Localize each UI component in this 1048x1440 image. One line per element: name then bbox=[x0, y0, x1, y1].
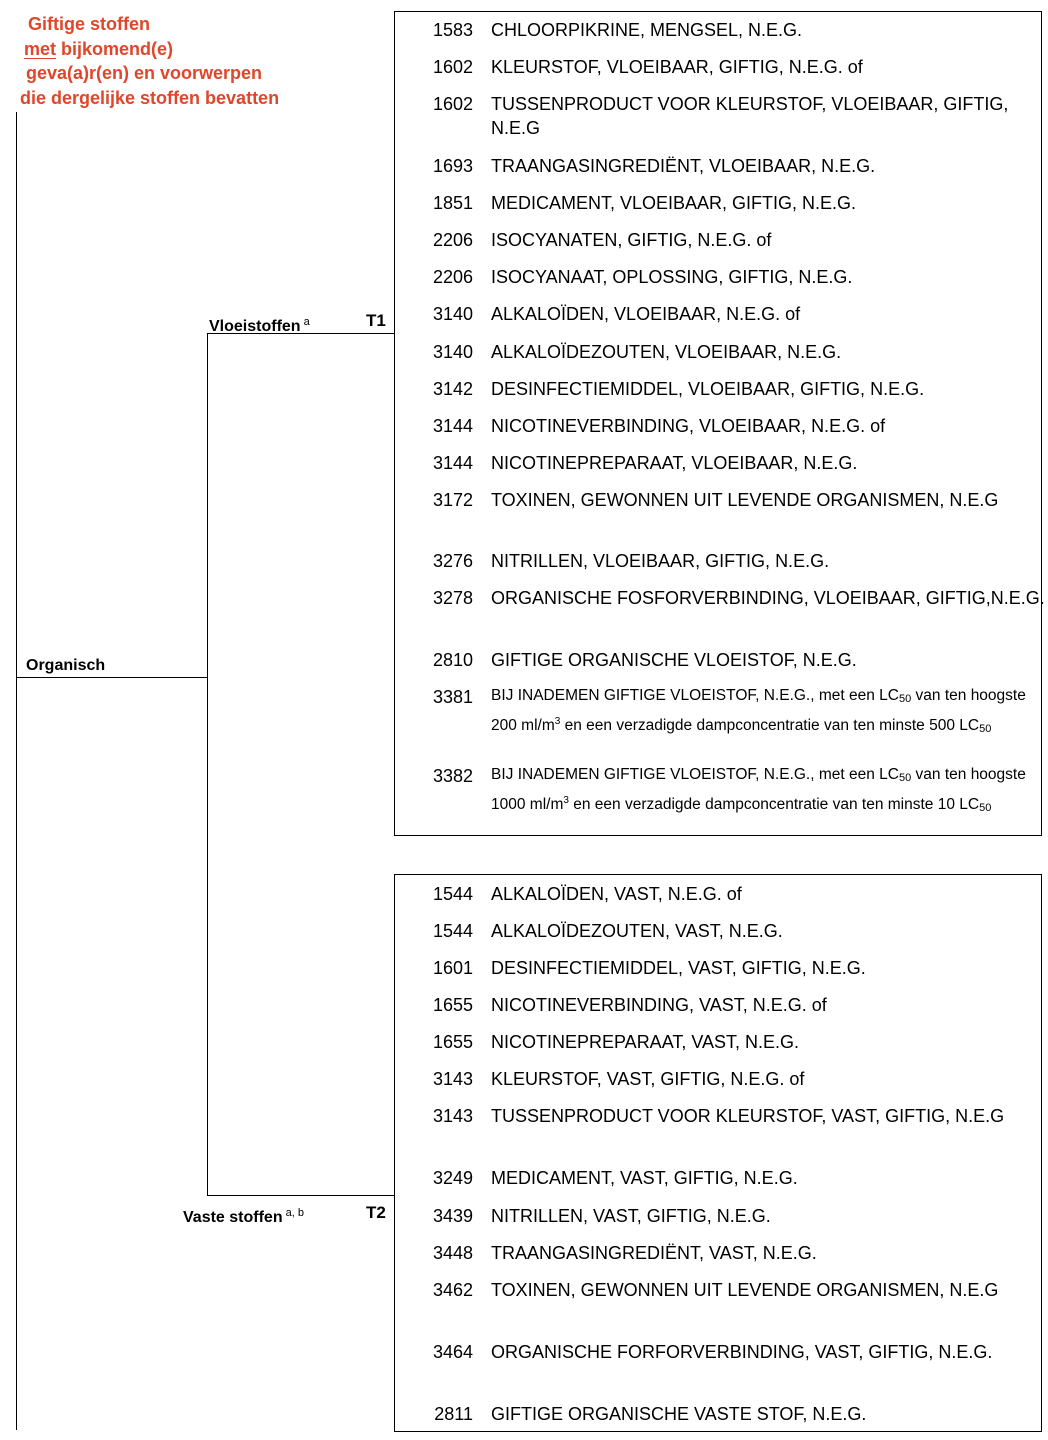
un-number: 1583 bbox=[432, 20, 473, 40]
entry-name bbox=[491, 764, 1048, 819]
entry-row bbox=[395, 265, 1048, 289]
liquids-entry-box bbox=[394, 11, 1045, 836]
entry-row bbox=[395, 1030, 1048, 1054]
entry-name: TRAANGASINGREDIËNT, VLOEIBAAR, N.E.G. bbox=[491, 156, 876, 176]
entry-name: ALKALOÏDEN, VLOEIBAAR, N.E.G. of bbox=[491, 304, 801, 324]
entry-name: NITRILLEN, VAST, GIFTIG, N.E.G. bbox=[491, 1206, 771, 1226]
un-number: 3381 bbox=[432, 687, 473, 707]
entry-row bbox=[395, 451, 1048, 475]
entry-name: ALKALOÏDEZOUTEN, VAST, N.E.G. bbox=[491, 921, 783, 941]
solids-entry-box bbox=[394, 874, 1042, 1432]
title-line-1: Giftige stoffen bbox=[28, 14, 150, 34]
un-number: 2206 bbox=[432, 230, 473, 250]
un-number: 3278 bbox=[432, 588, 473, 608]
liquids-footnote-ref: a bbox=[303, 316, 310, 328]
entry-row bbox=[395, 302, 1048, 326]
entry-row bbox=[395, 1278, 1048, 1302]
un-number: 1655 bbox=[432, 1032, 473, 1052]
entry-name: NITRILLEN, VLOEIBAAR, GIFTIG, N.E.G. bbox=[491, 551, 830, 571]
un-number: 3172 bbox=[432, 490, 473, 510]
main-vertical-line bbox=[16, 112, 17, 1430]
entry-name: ALKALOÏDEZOUTEN, VLOEIBAAR, N.E.G. bbox=[491, 342, 842, 362]
entry-row bbox=[395, 228, 1048, 252]
subscript: 50 bbox=[979, 722, 992, 735]
liquids-label-text: Vloeistoffen bbox=[209, 318, 301, 335]
un-number: 3140 bbox=[432, 304, 473, 324]
entry-row bbox=[395, 154, 1048, 178]
un-number: 3462 bbox=[432, 1280, 473, 1300]
entry-row bbox=[395, 377, 1048, 401]
un-number: 1851 bbox=[432, 193, 473, 213]
un-number: 1544 bbox=[432, 884, 473, 904]
entry-name: TRAANGASINGREDIËNT, VAST, N.E.G. bbox=[491, 1243, 817, 1263]
solids-label-text: Vaste stoffen bbox=[183, 1209, 283, 1226]
superscript: 3 bbox=[563, 794, 569, 806]
entry-text-part: en een verzadigde dampconcentratie van ten minste 10 LC bbox=[568, 795, 980, 813]
entry-name: NICOTINEVERBINDING, VAST, N.E.G. of bbox=[491, 995, 827, 1015]
entry-name: ORGANISCHE FORFORVERBINDING, VAST, GIFTIG, N.E.G. bbox=[491, 1342, 993, 1362]
superscript: 3 bbox=[554, 715, 561, 727]
un-number: 1602 bbox=[432, 94, 473, 114]
entry-row bbox=[395, 549, 1048, 573]
entry-row bbox=[395, 956, 1048, 980]
un-number: 3140 bbox=[432, 342, 473, 362]
un-number: 3382 bbox=[432, 766, 473, 786]
entry-row bbox=[395, 191, 1048, 215]
subscript: 50 bbox=[979, 801, 992, 814]
entry-name: ISOCYANATEN, GIFTIG, N.E.G. of bbox=[491, 230, 772, 250]
entry-text-part: van ten hoogste 200 ml/m bbox=[491, 687, 1026, 734]
entry-row bbox=[395, 919, 1048, 943]
un-number: 3144 bbox=[432, 453, 473, 473]
un-number: 3276 bbox=[432, 551, 473, 571]
entry-name: MEDICAMENT, VAST, GIFTIG, N.E.G. bbox=[491, 1168, 798, 1188]
title-underlined-word: met bbox=[24, 38, 57, 59]
entry-row bbox=[395, 685, 1048, 740]
entry-name: NICOTINEPREPARAAT, VAST, N.E.G. bbox=[491, 1032, 800, 1052]
entry-name: GIFTIGE ORGANISCHE VASTE STOF, N.E.G. bbox=[491, 1404, 867, 1424]
entry-name: TUSSENPRODUCT VOOR KLEURSTOF, VLOEIBAAR, GIFTIG, N.E.G bbox=[491, 94, 1009, 138]
entry-row bbox=[395, 18, 1048, 42]
un-number: 3142 bbox=[432, 379, 473, 399]
un-number: 3143 bbox=[432, 1069, 473, 1089]
entry-row bbox=[395, 1166, 1048, 1190]
entry-name: KLEURSTOF, VLOEIBAAR, GIFTIG, N.E.G. of bbox=[491, 57, 863, 77]
entry-text-part: BIJ INADEMEN GIFTIGE VLOEISTOF, N.E.G., met een LC bbox=[491, 687, 899, 704]
entry-name: TUSSENPRODUCT VOOR KLEURSTOF, VAST, GIFTIG, N.E.G bbox=[491, 1106, 1005, 1126]
entry-row bbox=[395, 92, 1048, 140]
entry-name: DESINFECTIEMIDDEL, VLOEIBAAR, GIFTIG, N.E.G. bbox=[491, 379, 925, 399]
organic-vertical-line bbox=[207, 333, 208, 1196]
entry-row bbox=[395, 764, 1048, 819]
entry-text-part: en een verzadigde dampconcentratie van ten minste 500 LC bbox=[560, 716, 980, 734]
entry-name: NICOTINEVERBINDING, VLOEIBAAR, N.E.G. of bbox=[491, 416, 886, 436]
solids-branch-line bbox=[207, 1195, 394, 1196]
title-line-2-rest: bijkomend(e) bbox=[56, 38, 174, 59]
title-line-2 bbox=[20, 37, 360, 62]
entry-row bbox=[395, 488, 1048, 512]
entry-name: MEDICAMENT, VLOEIBAAR, GIFTIG, N.E.G. bbox=[491, 193, 857, 213]
liquids-code: T1 bbox=[366, 311, 386, 330]
un-number: 2810 bbox=[432, 650, 473, 670]
entry-row bbox=[395, 1241, 1048, 1265]
un-number: 2811 bbox=[434, 1404, 473, 1424]
entry-name: ISOCYANAAT, OPLOSSING, GIFTIG, N.E.G. bbox=[491, 267, 853, 287]
title-line-4: die dergelijke stoffen bevatten bbox=[20, 87, 280, 108]
entry-name bbox=[491, 685, 1048, 740]
title-line-3: geva(a)r(en) en voorwerpen bbox=[26, 63, 263, 83]
subscript: 50 bbox=[898, 693, 912, 705]
entry-name: ALKALOÏDEN, VAST, N.E.G. of bbox=[491, 884, 742, 904]
entry-row bbox=[395, 1402, 1048, 1426]
entry-row bbox=[395, 1104, 1048, 1128]
organic-label: Organisch bbox=[26, 657, 106, 674]
entry-name: TOXINEN, GEWONNEN UIT LEVENDE ORGANISMEN, N.E.G bbox=[491, 490, 999, 510]
un-number: 3439 bbox=[432, 1206, 473, 1226]
entry-name: NICOTINEPREPARAAT, VLOEIBAAR, N.E.G. bbox=[491, 453, 858, 473]
solids-code: T2 bbox=[366, 1203, 386, 1222]
un-number: 3464 bbox=[432, 1342, 473, 1362]
entry-row bbox=[395, 882, 1048, 906]
entry-name: TOXINEN, GEWONNEN UIT LEVENDE ORGANISMEN, N.E.G bbox=[491, 1280, 999, 1300]
un-number: 2206 bbox=[432, 267, 473, 287]
un-number: 1693 bbox=[432, 156, 473, 176]
entry-name: KLEURSTOF, VAST, GIFTIG, N.E.G. of bbox=[491, 1069, 805, 1089]
entry-row bbox=[395, 993, 1048, 1017]
subscript: 50 bbox=[898, 772, 912, 784]
entry-row bbox=[395, 340, 1048, 364]
entry-name: ORGANISCHE FOSFORVERBINDING, VLOEIBAAR, GIFTIG,N.E.G. bbox=[491, 588, 1045, 608]
entry-name: CHLOORPIKRINE, MENGSEL, N.E.G. bbox=[491, 20, 803, 40]
entry-text-part: van ten hoogste 1000 ml/m bbox=[491, 766, 1026, 813]
entry-row bbox=[395, 55, 1048, 79]
un-number: 3249 bbox=[432, 1168, 473, 1188]
entry-row bbox=[395, 648, 1048, 672]
entry-text-part: BIJ INADEMEN GIFTIGE VLOEISTOF, N.E.G., met een LC bbox=[491, 766, 899, 783]
entry-name: GIFTIGE ORGANISCHE VLOEISTOF, N.E.G. bbox=[491, 650, 857, 670]
un-number: 1601 bbox=[432, 958, 473, 978]
entry-row bbox=[395, 1204, 1048, 1228]
entry-row bbox=[395, 586, 1048, 610]
un-number: 1602 bbox=[432, 57, 473, 77]
organic-branch-line bbox=[16, 677, 208, 678]
un-number: 1544 bbox=[432, 921, 473, 941]
entry-row bbox=[395, 1067, 1048, 1091]
entry-row bbox=[395, 414, 1048, 438]
un-number: 3143 bbox=[432, 1106, 473, 1126]
liquids-label bbox=[209, 312, 310, 337]
un-number: 3144 bbox=[432, 416, 473, 436]
entry-name: DESINFECTIEMIDDEL, VAST, GIFTIG, N.E.G. bbox=[491, 958, 866, 978]
entry-row bbox=[395, 1340, 1048, 1364]
un-number: 1655 bbox=[432, 995, 473, 1015]
un-number: 3448 bbox=[432, 1243, 473, 1263]
classification-title bbox=[20, 12, 360, 110]
solids-footnote-ref: a, b bbox=[285, 1207, 304, 1219]
solids-label bbox=[183, 1203, 304, 1228]
